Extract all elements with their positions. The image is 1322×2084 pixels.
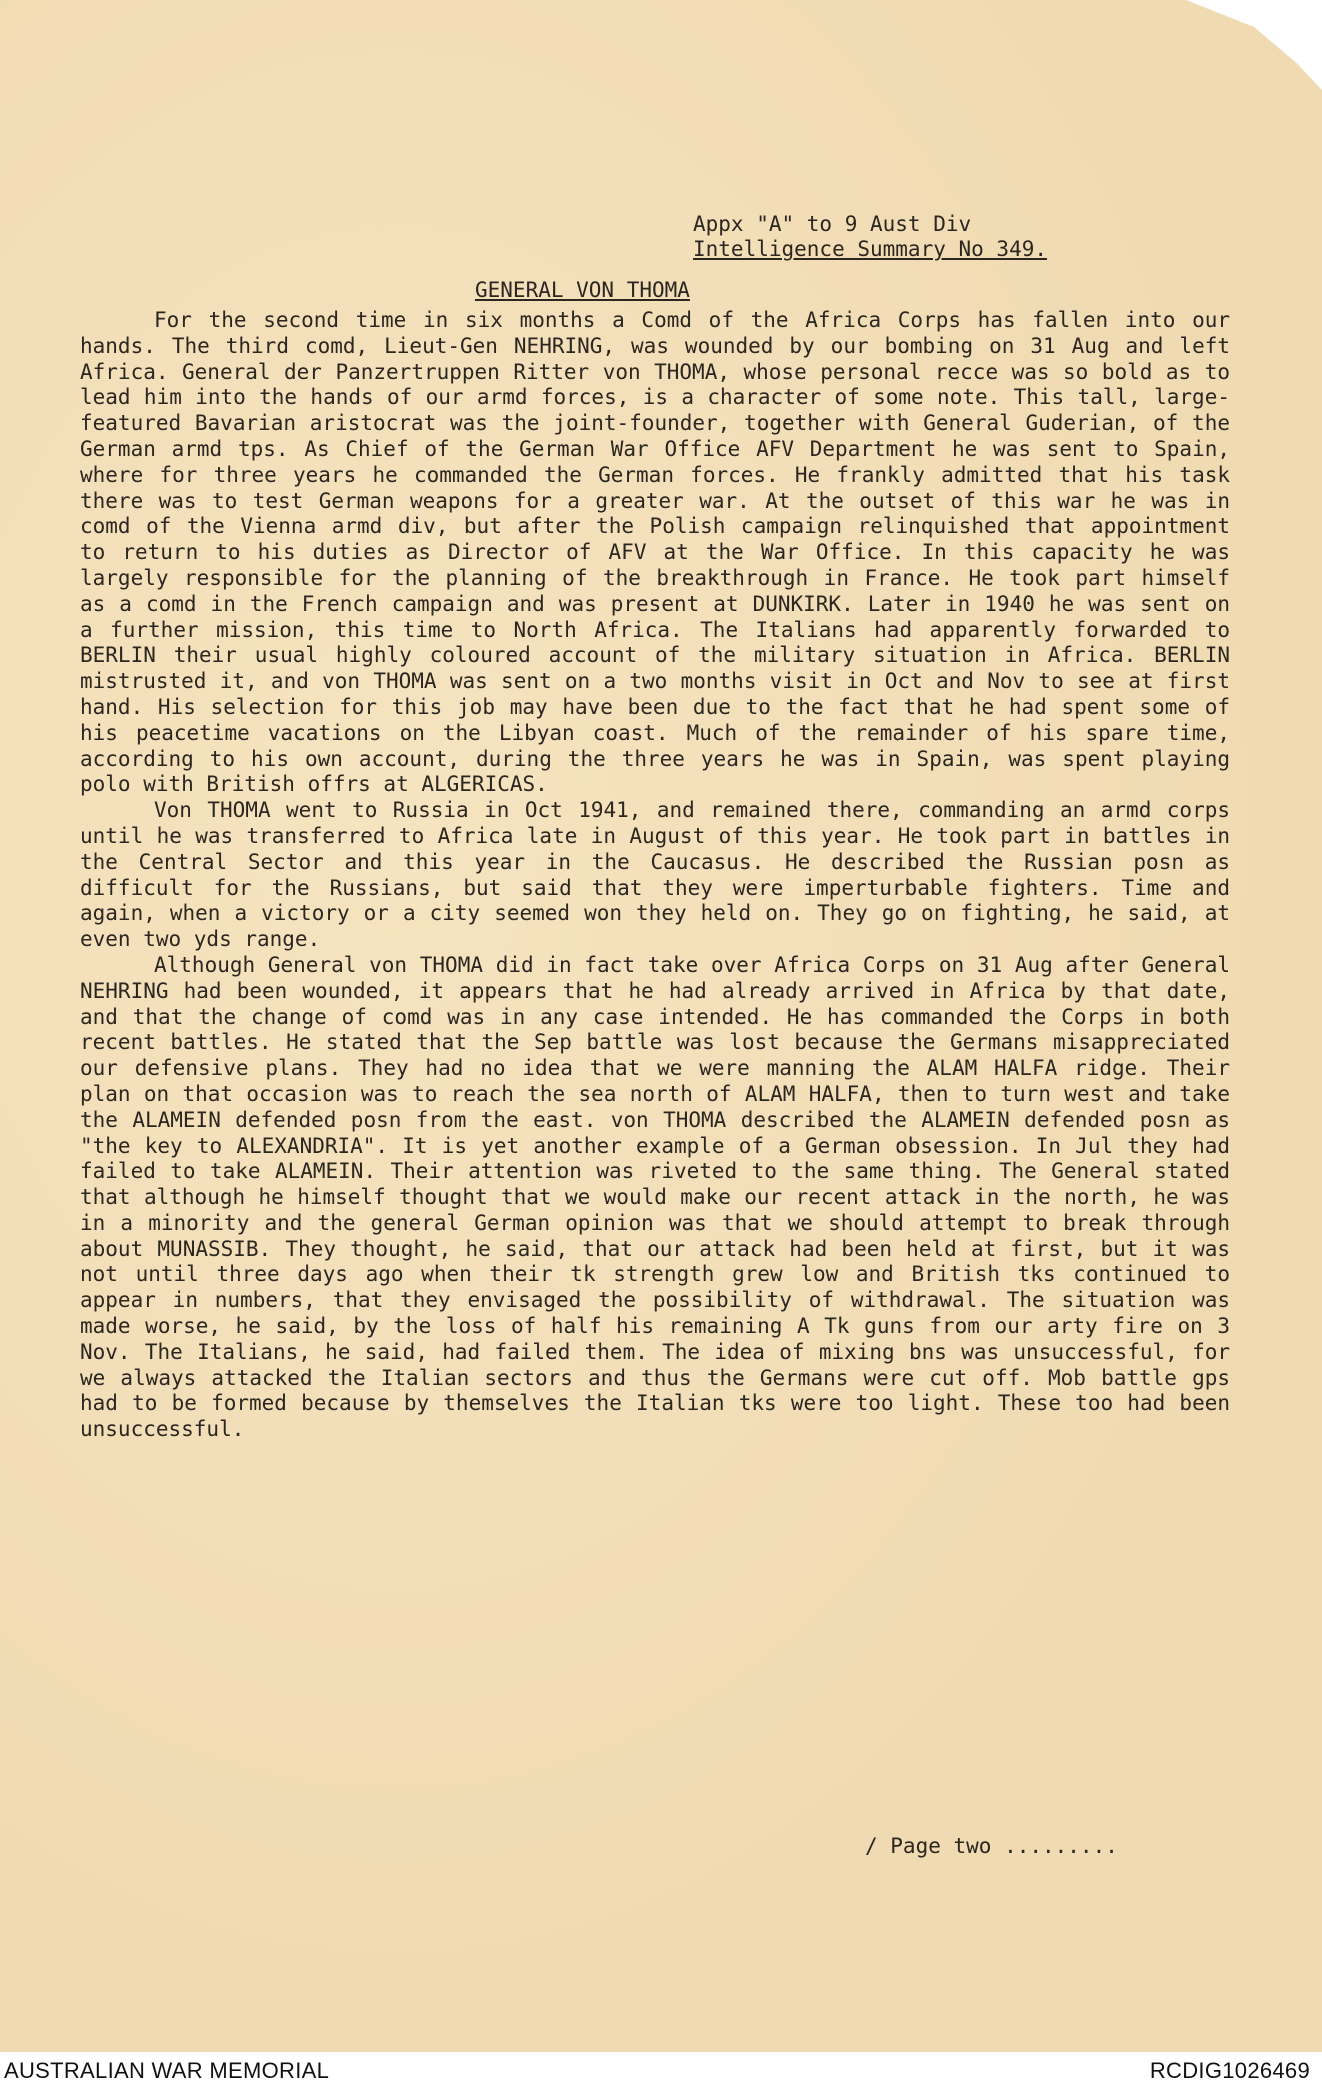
summary-reference: Intelligence Summary No 349.	[693, 237, 1048, 261]
document-title: GENERAL VON THOMA	[475, 278, 690, 302]
document-body	[80, 308, 1230, 1443]
footer-record-id: RCDIG1026469	[1149, 2058, 1310, 2083]
appendix-reference: Appx "A" to 9 Aust Div	[693, 212, 972, 236]
paragraph-1: For the second time in six months a Comd of the Africa Corps has fallen into our hands. The third comd, Lieut-Gen NEHRING, was wounded by our bombing on 31 Aug and left Africa. General der Panzertruppen Ritter von THOMA, whose personal recce was so bold as to lead him into the hands of our armd forces, is a character of some note. This tall, large-featured Bavarian aristocrat was the joint-founder, together with General Guderian, of the German armd tps. As Chief of the German War Office AFV Department he was sent to Spain, where for three years he commanded the German forces. He frankly admitted that his task there was to test German weapons for a greater war. At the outset of this war he was in comd of the Vienna armd div, but after the Polish campaign relinquished that appointment to return to his duties as Director of AFV at the War Office. In this capacity he was largely responsible for the planning of the breakthrough in France. He took part himself as a comd in the French campaign and was present at DUNKIRK. Later in 1940 he was sent on a further mission, this time to North Africa. The Italians had apparently forwarded to BERLIN their usual highly coloured account of the military situation in Africa. BERLIN mistrusted it, and von THOMA was sent on a two months visit in Oct and Nov to see at first hand. His selection for this job may have been due to the fact that he had spent some of his peacetime vacations on the Libyan coast. Much of the remainder of his spare time, according to his own account, during the three years he was in Spain, was spent playing polo with British offrs at ALGERICAS.	[80, 308, 1230, 797]
footer-institution: AUSTRALIAN WAR MEMORIAL	[4, 2058, 330, 2083]
archive-footer	[0, 2052, 1322, 2082]
torn-corner	[1152, 0, 1322, 90]
paragraph-3: Although General von THOMA did in fact take over Africa Corps on 31 Aug after General NEHRING had been wounded, it appears that he had already arrived in Africa by that date, and that the change of comd was in any case intended. He has commanded the Corps in both recent battles. He stated that the Sep battle was lost because the Germans misappreciated our defensive plans. They had no idea that we were manning the ALAM HALFA ridge. Their plan on that occasion was to reach the sea north of ALAM HALFA, then to turn west and take the ALAMEIN defended posn from the east. von THOMA described the ALAMEIN defended posn as "the key to ALEXANDRIA". It is yet another example of a German obsession. In Jul they had failed to take ALAMEIN. Their attention was riveted to the same thing. The General stated that although he himself thought that we would make our recent attack in the north, he was in a minority and the general German opinion was that we should attempt to break through about MUNASSIB. They thought, he said, that our attack had been held at first, but it was not until three days ago when their tk strength grew low and British tks continued to appear in numbers, that they envisaged the possibility of withdrawal. The situation was made worse, he said, by the loss of half his remaining A Tk guns from our arty fire on 3 Nov. The Italians, he said, had failed them. The idea of mixing bns was unsuccessful, for we always attacked the Italian sectors and thus the Germans were cut off. Mob battle gps had to be formed because by themselves the Italian tks were too light. These too had been unsuccessful.	[80, 952, 1230, 1442]
paragraph-2: Von THOMA went to Russia in Oct 1941, and remained there, commanding an armd corps until he was transferred to Africa late in August of this year. He took part in battles in the Central Sector and this year in the Caucasus. He described the Russian posn as difficult for the Russians, but said that they were imperturbable fighters. Time and again, when a victory or a city seemed won they held on. They go on fighting, he said, at even two yds range.	[80, 798, 1230, 952]
continuation-note: / Page two .........	[865, 1834, 1118, 1858]
